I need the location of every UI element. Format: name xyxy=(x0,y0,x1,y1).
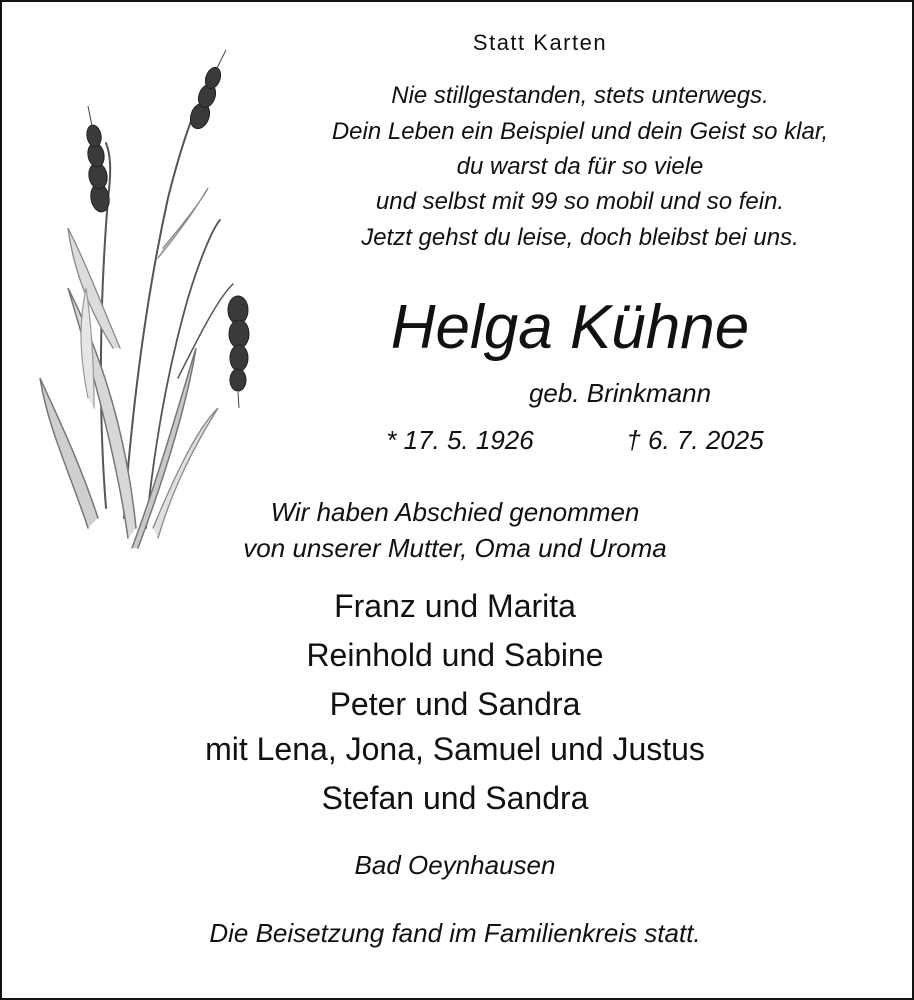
wheat-ear-left xyxy=(85,106,111,213)
header-statt-karten: Statt Karten xyxy=(472,30,608,55)
family-member: mit Lena, Jona, Samuel und Justus xyxy=(205,731,705,767)
wheat-ear-right xyxy=(228,296,249,408)
family-member: Stefan und Sandra xyxy=(321,780,589,816)
birth-date: * 17. 5. 1926 xyxy=(386,425,534,455)
death-date: † 6. 7. 2025 xyxy=(626,425,764,455)
poem-line: du warst da für so viele xyxy=(456,153,704,180)
poem-line: und selbst mit 99 so mobil und so fein. xyxy=(375,188,785,215)
poem-line: Jetzt gehst du leise, doch bleibst bei uns. xyxy=(361,224,799,251)
farewell-line: Wir haben Abschied genommen xyxy=(270,497,640,527)
farewell-line: von unserer Mutter, Oma und Uroma xyxy=(243,533,667,563)
poem-line: Nie stillgestanden, stets unterwegs. xyxy=(391,82,769,109)
burial-note: Die Beisetzung fand im Familienkreis statt. xyxy=(209,918,701,948)
poem-line: Dein Leben ein Beispiel und dein Geist so klar, xyxy=(331,118,829,145)
deceased-name: Helga Kühne xyxy=(390,293,750,362)
maiden-name: geb. Brinkmann xyxy=(528,378,712,408)
family-member: Reinhold und Sabine xyxy=(306,637,604,673)
wheat-ear-top xyxy=(187,50,226,131)
location: Bad Oeynhausen xyxy=(354,850,556,880)
family-member: Franz und Marita xyxy=(334,588,576,624)
wheat-ears-icon xyxy=(28,48,278,558)
family-member: Peter und Sandra xyxy=(329,686,581,722)
